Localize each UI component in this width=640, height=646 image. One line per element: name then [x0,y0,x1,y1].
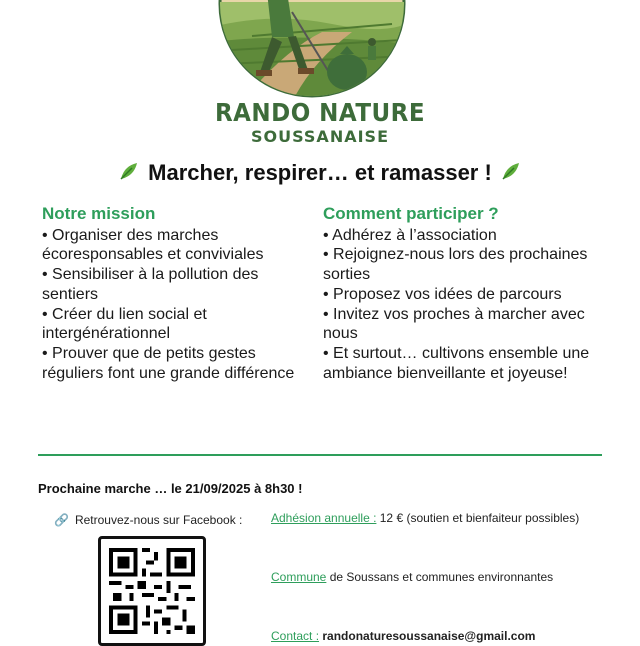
list-item: • Sensibiliser à la pollution des sentiers [42,265,312,304]
mission-list [42,226,312,384]
slogan-text: Marcher, respirer… et ramasser ! [148,160,492,185]
list-item: • Et surtout… cultivons ensemble une ambiance bienveillante et joyeuse! [323,344,623,383]
contact-link[interactable]: Contact : [271,629,320,643]
brand-title: RANDO NATURE [215,98,425,127]
participate-heading: Comment participer ? [323,204,499,223]
commune-value: de Soussans et communes environnantes [326,570,554,584]
facebook-qr-code[interactable] [98,536,206,646]
leaf-icon [118,160,140,188]
list-item: • Organiser des marches écoresponsables et conviviales [42,226,312,265]
facebook-line [54,513,242,527]
brand-subtitle: SOUSSANAISE [250,127,389,146]
section-divider [38,454,602,456]
facebook-text: Retrouvez-nous sur Facebook : [74,513,243,527]
participate-section [323,204,623,383]
leaf-icon [500,160,522,188]
list-item: • Créer du lien social et intergénérationnel [42,305,312,344]
slogan [0,160,640,188]
list-item: • Prouver que de petits gestes réguliers font une grande différence [42,344,312,383]
contact-info [271,628,591,644]
adhesion-link[interactable]: Adhésion annuelle : [271,511,377,525]
adhesion-value: 12 € (soutien et bienfaiteur possibles) [376,511,580,525]
list-item: • Invitez vos proches à marcher avec nous [323,305,623,344]
participate-list [323,226,623,384]
list-item: • Rejoignez-nous lors des prochaines sorties [323,245,623,284]
link-icon: 🔗 [54,513,69,527]
commune-info [271,569,591,585]
list-item: • Proposez vos idées de parcours [323,285,623,305]
contact-email[interactable]: randonaturesoussanaise@gmail.com [319,629,536,643]
list-item: • Adhérez à l’association [323,226,623,246]
commune-link[interactable]: Commune [271,570,327,584]
mission-section [42,204,312,383]
adhesion-info [271,510,591,526]
next-walk-date: Prochaine marche … le 21/09/2025 à 8h30 ! [38,481,303,496]
logo-illustration [212,0,412,102]
mission-heading: Notre mission [42,204,156,223]
